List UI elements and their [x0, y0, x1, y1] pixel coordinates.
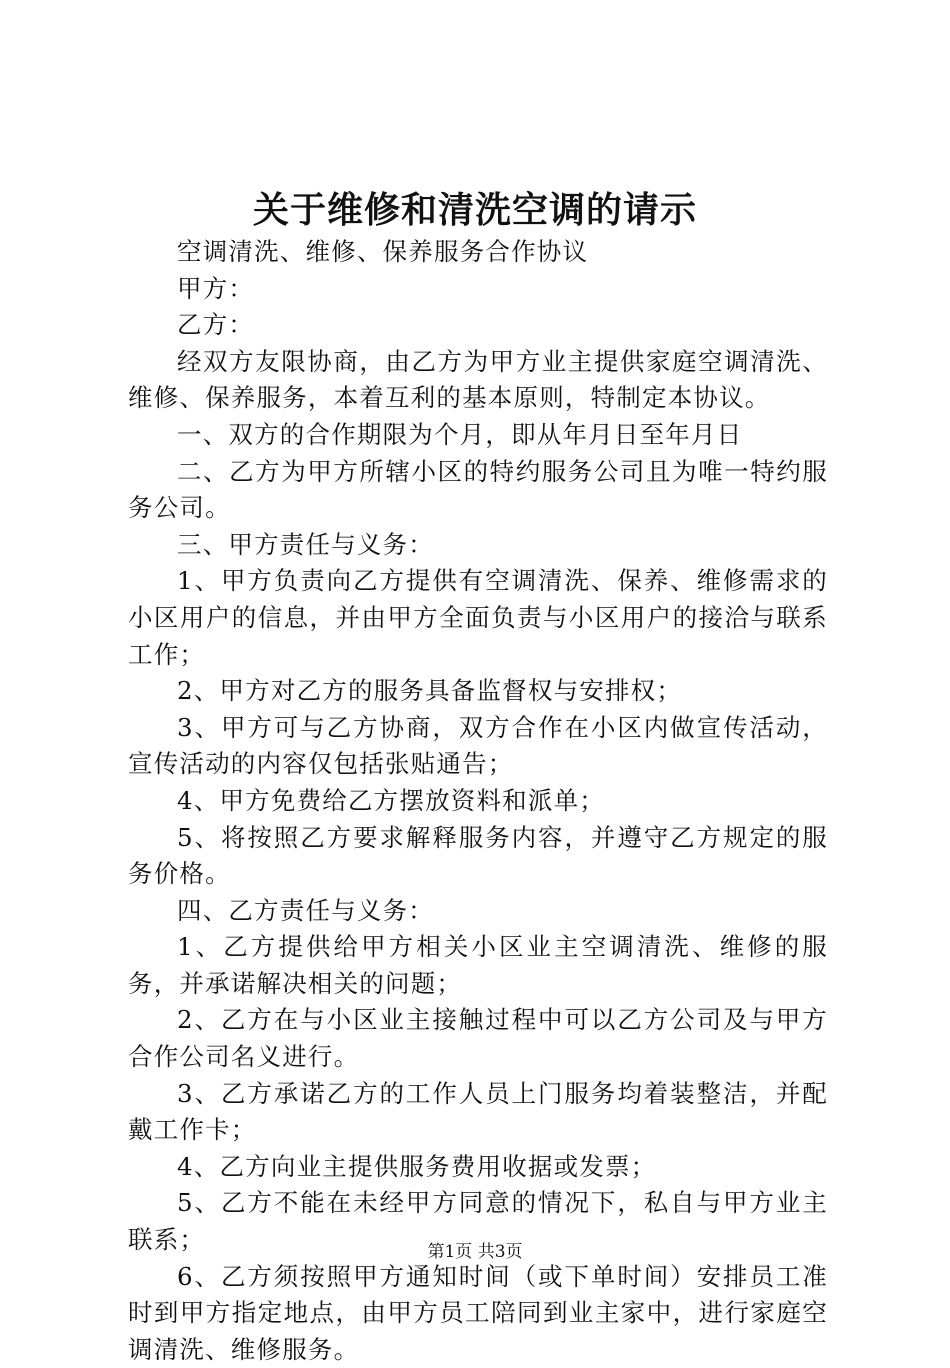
party-a-item-3: 3、甲方可与乙方协商，双方合作在小区内做宣传活动，宣传活动的内容仅包括张贴通告； [128, 712, 828, 779]
party-b-item-2: 2、乙方在与小区业主接触过程中可以乙方公司及与甲方合作公司名义进行。 [128, 1005, 828, 1072]
party-b-item-6: 6、乙方须按照甲方通知时间（或下单时间）安排员工准时到甲方指定地点，由甲方员工陪同到业主家中，进行家庭空调清洗、维修服务。 [128, 1261, 828, 1364]
party-a-item-2: 2、甲方对乙方的服务具备监督权与安排权； [177, 676, 683, 706]
clause-exclusive-service: 二、乙方为甲方所辖小区的特约服务公司且为唯一特约服务公司。 [128, 456, 828, 523]
preamble-paragraph: 经双方友限协商，由乙方为甲方业主提供家庭空调清洗、维修、保养服务，本着互利的基本原则，特制定本协议。 [128, 346, 828, 413]
party-b-item-4: 4、乙方向业主提供服务费用收据或发票； [177, 1151, 657, 1181]
section-party-a-duties: 三、甲方责任与义务： [177, 529, 434, 559]
party-a-line: 甲方： [177, 273, 255, 303]
agreement-heading: 空调清洗、维修、保养服务合作协议 [177, 237, 589, 266]
party-b-item-3: 3、乙方承诺乙方的工作人员上门服务均着装整洁，并配戴工作卡； [128, 1078, 828, 1145]
party-a-item-1: 1、甲方负责向乙方提供有空调清洗、保养、维修需求的小区用户的信息，并由甲方全面负责与小区用户的接洽与联系工作； [128, 566, 828, 669]
document-title: 关于维修和清洗空调的请示 [252, 189, 697, 231]
party-b-item-1: 1、乙方提供给甲方相关小区业主空调清洗、维修的服务，并承诺解决相关的问题； [128, 932, 828, 998]
party-b-item-5: 5、乙方不能在未经甲方同意的情况下，私自与甲方业主联系； [128, 1188, 828, 1255]
party-b-line: 乙方： [177, 310, 255, 340]
section-party-b-duties: 四、乙方责任与义务： [177, 895, 434, 925]
document-body [128, 234, 828, 1368]
party-a-item-5: 5、将按照乙方要求解释服务内容，并遵守乙方规定的服务价格。 [128, 822, 828, 889]
clause-term: 一、双方的合作期限为个月，即从年月日至年月日 [177, 419, 743, 449]
party-a-item-4: 4、甲方免费给乙方摆放资料和派单； [177, 785, 605, 815]
page-number-footer: 第1页 共3页 [427, 1242, 523, 1262]
